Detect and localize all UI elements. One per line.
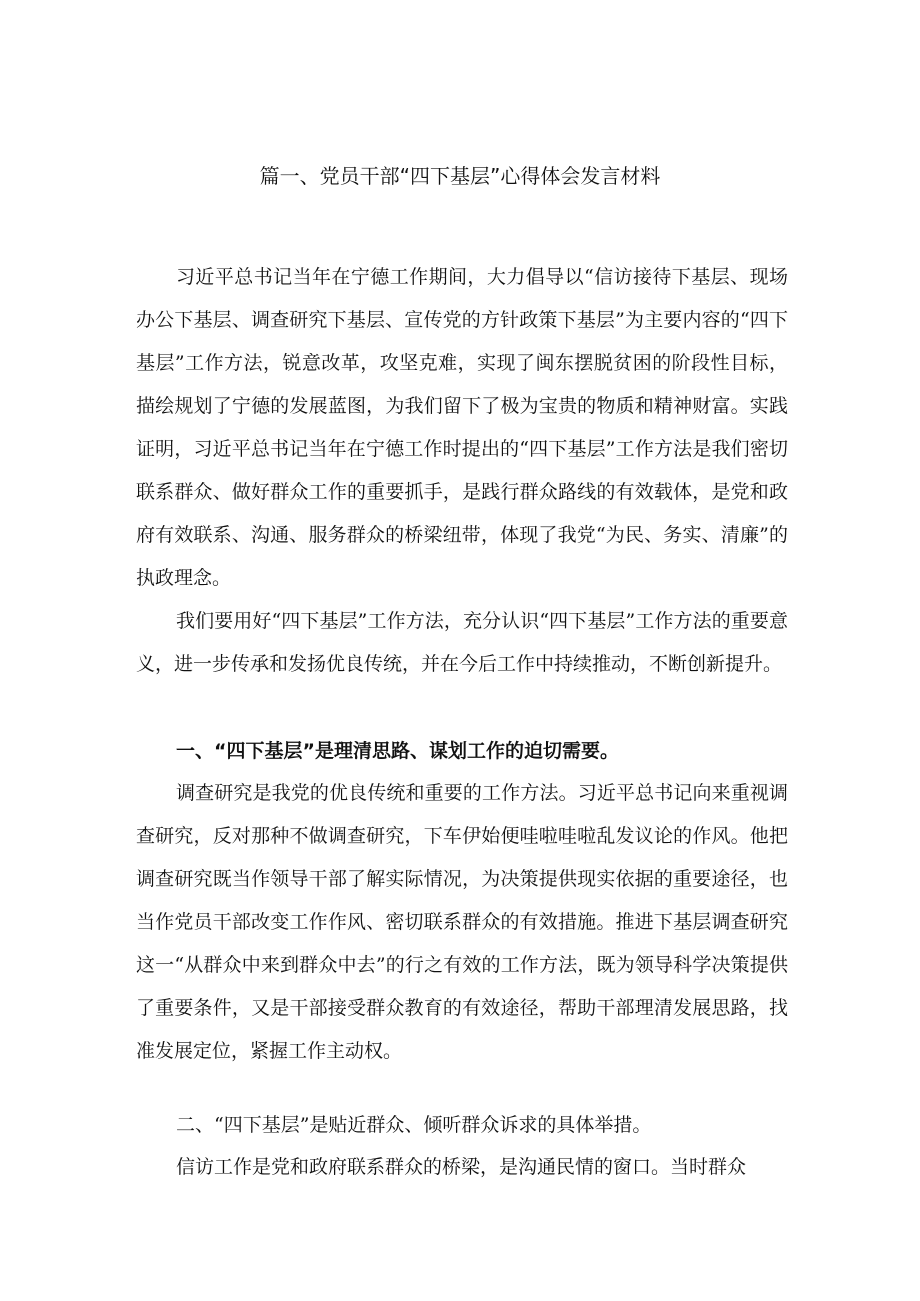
section-heading-1: 一、“四下基层”是理清思路、谋划工作的迫切需要。 [176,740,619,762]
paragraph-method: 我们要用好“四下基层”工作方法，充分认识“四下基层”工作方法的重要意义，进一步传承和发扬优良传统，并在今后工作中持续推动，不断创新提升。 [136,610,788,675]
section-heading-2: 二、“四下基层”是贴近群众、倾听群众诉求的具体举措。 [176,1114,652,1136]
paragraph-research: 调查研究是我党的优良传统和重要的工作方法。习近平总书记向来重视调查研究，反对那种不做调查研究，下车伊始便哇啦哇啦乱发议论的作风。他把调查研究既当作领导干部了解实际情况，为决策提供现实依据的重要途径，也当作党员干部改变工作作风、密切联系群众的有效措施。推进下基层调查研究这一“从群众中来到群众中去”的行之有效的工作方法，既为领导科学决策提供了重要条件，又是干部接受群众教育的有效途径，帮助干部理清发展思路，找准发展定位，紧握工作主动权。 [136,782,788,1062]
document-title: 篇一、党员干部“四下基层”心得体会发言材料 [259,164,661,188]
paragraph-petition: 信访工作是党和政府联系群众的桥梁，是沟通民情的窗口。当时群众 [176,1156,747,1178]
paragraph-intro: 习近平总书记当年在宁德工作期间，大力倡导以“信访接待下基层、现场办公下基层、调查研究下基层、宣传党的方针政策下基层”为主要内容的“四下基层”工作方法，锐意改革，攻坚克难，实现了闽东摆脱贫困的阶段性目标，描绘规划了宁德的发展蓝图，为我们留下了极为宝贵的物质和精神财富。实践证明，习近平总书记当年在宁德工作时提出的“四下基层”工作方法是我们密切联系群众、做好群众工作的重要抓手，是践行群众路线的有效载体，是党和政府有效联系、沟通、服务群众的桥梁纽带，体现了我党“为民、务实、清廉”的执政理念。 [136,266,788,589]
